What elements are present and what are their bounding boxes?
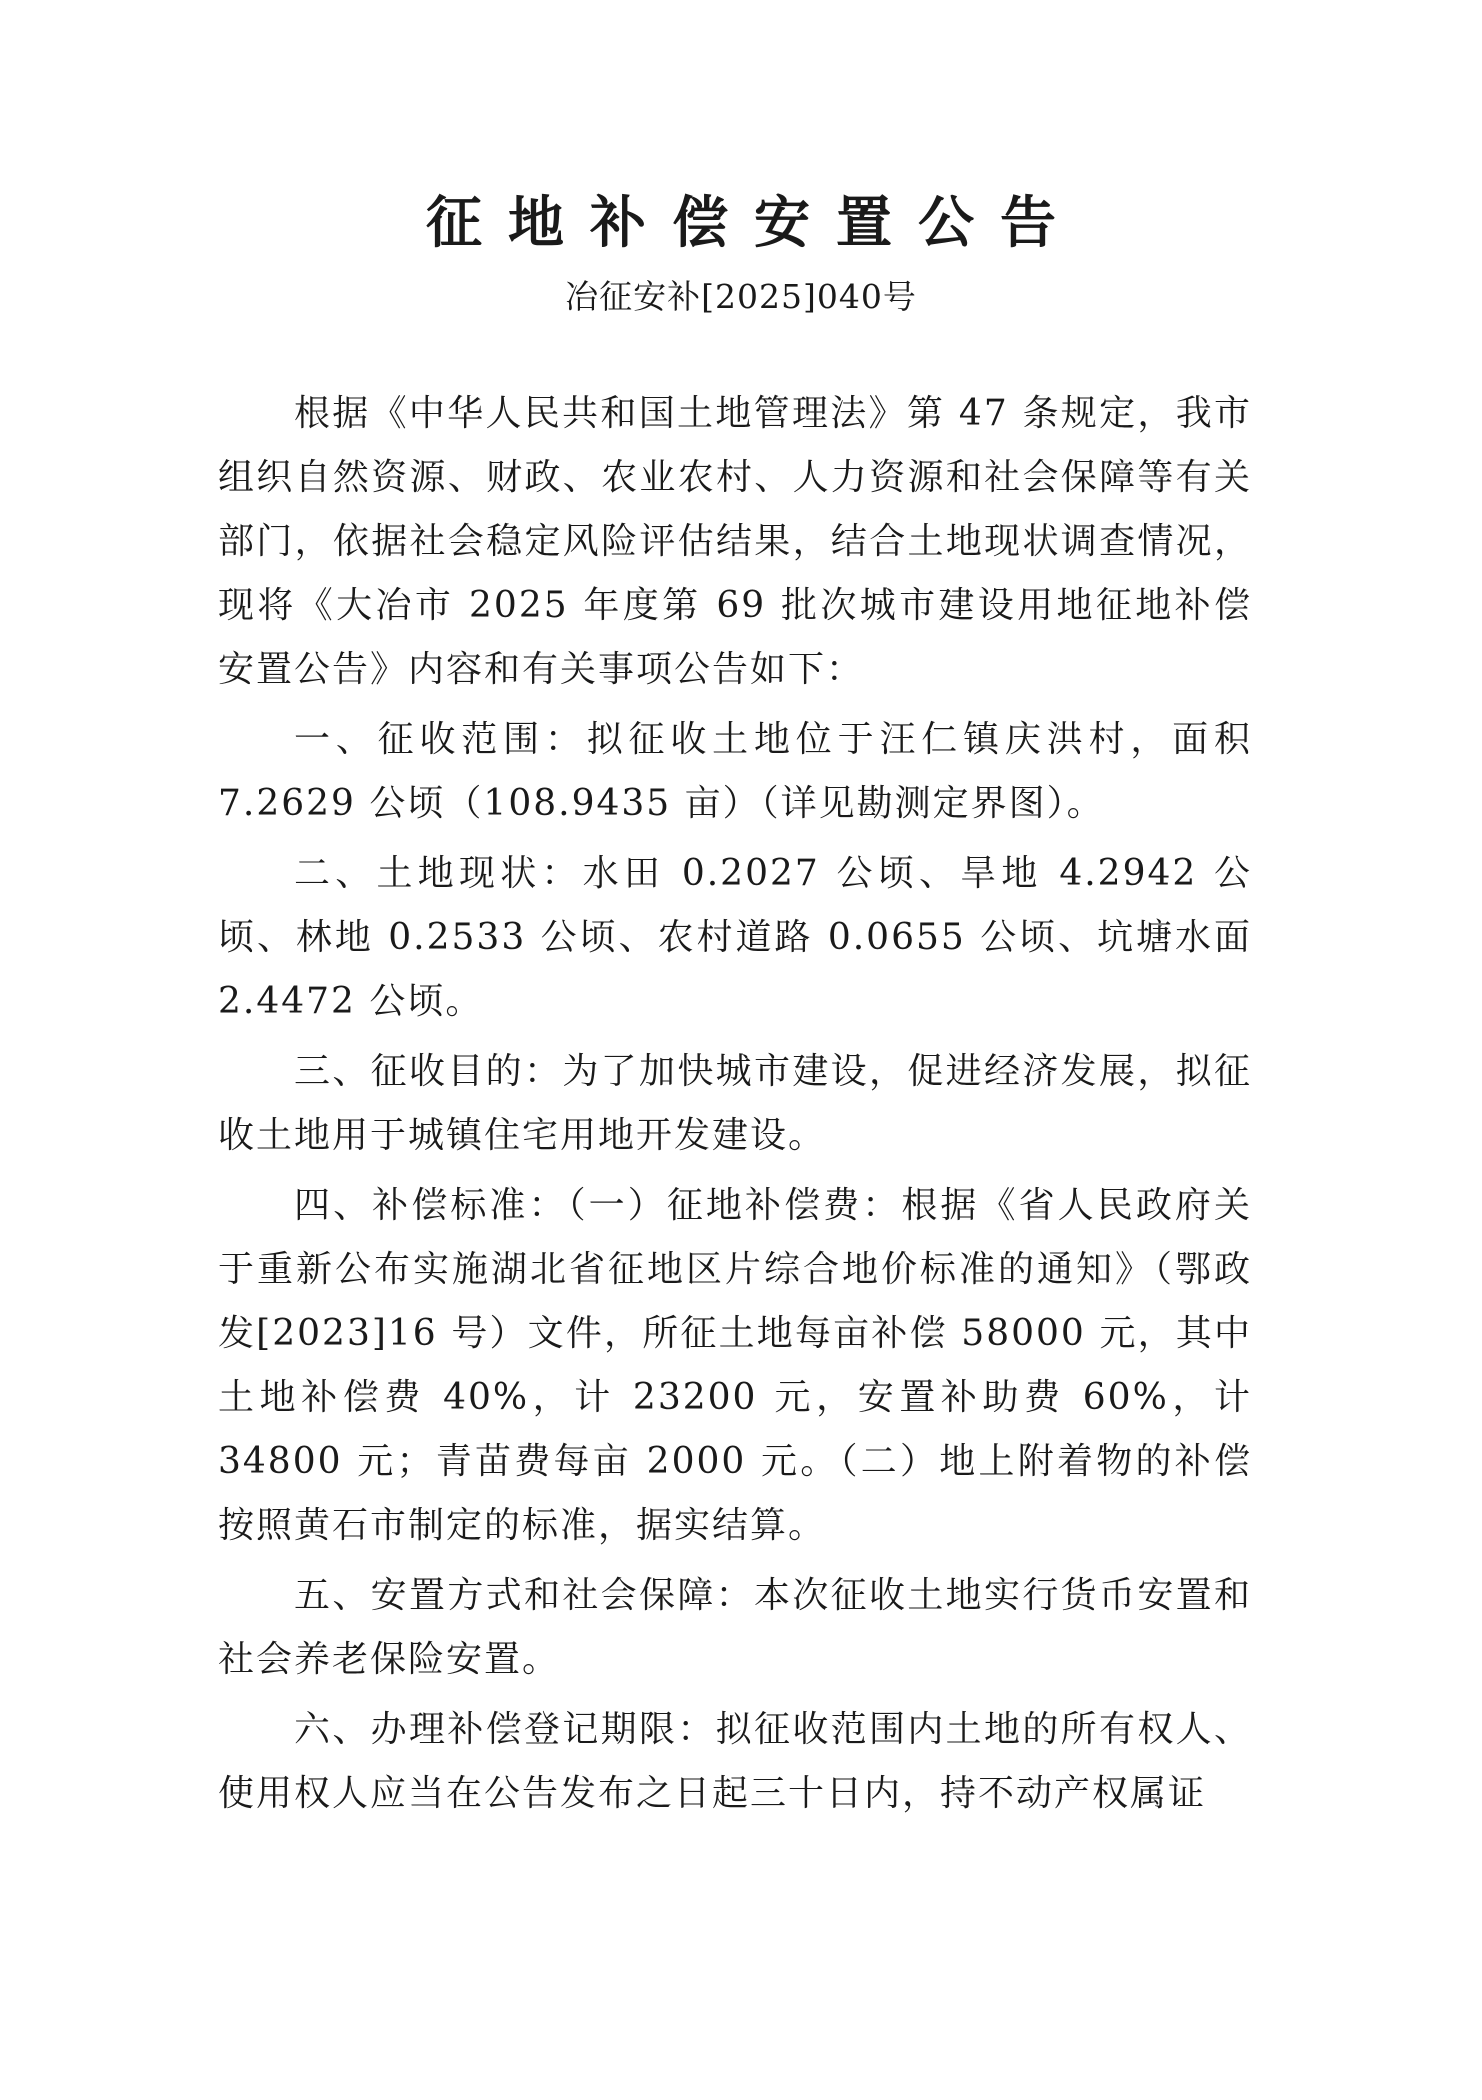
paragraph-registration: 六、办理补偿登记期限：拟征收范围内土地的所有权人、使用权人应当在公告发布之日起三十日内，持不动产权属证 bbox=[218, 1709, 1252, 1814]
paragraph-scope: 一、征收范围：拟征收土地位于汪仁镇庆洪村，面积 7.2629 公顷（108.9435 亩）（详见勘测定界图）。 bbox=[218, 719, 1252, 824]
paragraph-compensation: 四、补偿标准：（一）征地补偿费：根据《省人民政府关于重新公布实施湖北省征地区片综合地价标准的通知》（鄂政发[2023]16 号）文件，所征土地每亩补偿 58000 元，其中土地补偿费 40%，计 23200 元，安置补助费 60%，计 34800 元；青苗费每亩 2000 元。（二）地上附着物的补偿按照黄石市制定的标准，据实结算。 bbox=[218, 1185, 1252, 1546]
document-title: 征地补偿安置公告 bbox=[426, 191, 1082, 256]
paragraph-purpose: 三、征收目的：为了加快城市建设，促进经济发展，拟征收土地用于城镇住宅用地开发建设。 bbox=[218, 1051, 1252, 1156]
document-body bbox=[218, 382, 1252, 1826]
paragraph-resettlement: 五、安置方式和社会保障：本次征收土地实行货币安置和社会养老保险安置。 bbox=[218, 1575, 1252, 1680]
paragraph-land-status: 二、土地现状：水田 0.2027 公顷、旱地 4.2942 公顷、林地 0.2533 公顷、农村道路 0.0655 公顷、坑塘水面 2.4472 公顷。 bbox=[218, 853, 1252, 1022]
document-number: 冶征安补[2025]040号 bbox=[565, 277, 917, 316]
paragraph-intro: 根据《中华人民共和国土地管理法》第 47 条规定，我市组织自然资源、财政、农业农村、人力资源和社会保障等有关部门，依据社会稳定风险评估结果，结合土地现状调查情况，现将《大冶市 2025 年度第 69 批次城市建设用地征地补偿安置公告》内容和有关事项公告如下： bbox=[218, 393, 1252, 690]
